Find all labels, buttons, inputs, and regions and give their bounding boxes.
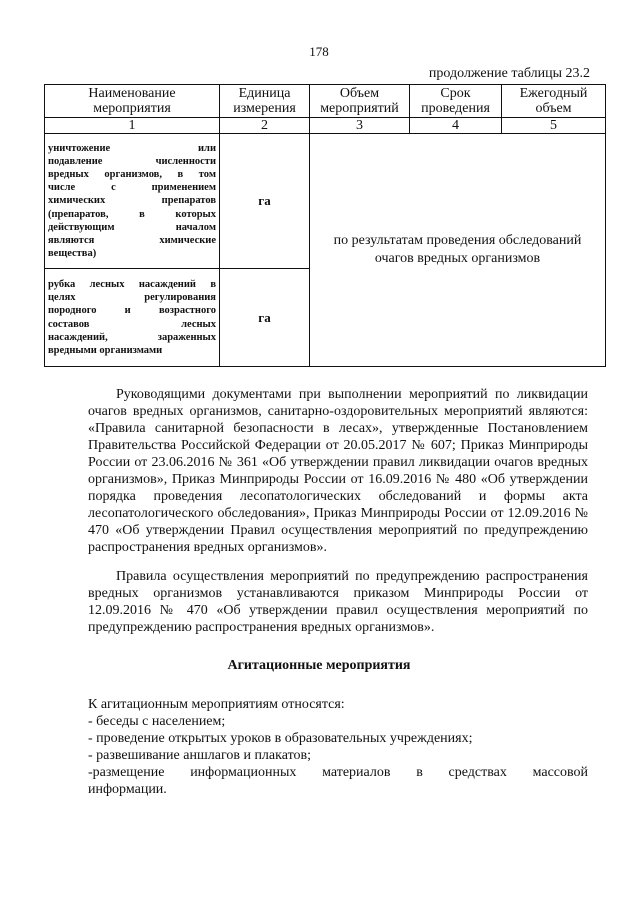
header-deadline: Срок проведения xyxy=(410,85,502,118)
header-activity-name: Наименование мероприятия xyxy=(45,85,220,118)
activity-line: насаждений, зараженных xyxy=(48,331,216,343)
result-cell xyxy=(310,134,606,367)
paragraph-line: вредных организмов устанавливаются приказом Минприроды России от xyxy=(88,586,588,601)
table-header-row xyxy=(45,85,606,118)
paragraph-prevention-rules xyxy=(88,568,588,636)
paragraph-line: очагов вредных организмов, санитарно-оздоровительных мероприятий являются: xyxy=(88,404,588,419)
column-number: 5 xyxy=(502,118,606,134)
activity-line: породного и возрастного xyxy=(48,305,216,317)
paragraph-line: Правительства Российской Федерации от 20.05.2017 № 607; Приказ Минприроды xyxy=(88,438,588,453)
section-heading: Агитационные мероприятия xyxy=(227,658,411,673)
page-number: 178 xyxy=(309,44,329,59)
header-annual-volume: Ежегодный объем xyxy=(502,85,606,118)
activity-line: химических препаратов xyxy=(48,195,216,207)
unit-cell: га xyxy=(220,269,310,367)
paragraph-line: распространения вредных организмов». xyxy=(88,540,328,555)
paragraph-line: России от 23.06.2016 № 361 «Об утверждении правил ликвидации очагов вредных xyxy=(88,455,588,470)
activity-line: рубка лесных насаждений в xyxy=(48,278,216,290)
table-row xyxy=(45,134,606,269)
activity-line: (препаратов, в которых xyxy=(48,208,216,220)
activity-line: вредными организмами xyxy=(48,344,163,356)
list-item: - беседы с населением; xyxy=(88,714,226,729)
paragraph-line: лесопатологического обследования», Приказ Минприроды России от 12.09.2016 № xyxy=(88,506,588,521)
header-volume: Объем мероприятий xyxy=(310,85,410,118)
list-intro: К агитационным мероприятиям относятся: xyxy=(88,697,345,712)
activity-line: действующим началом xyxy=(48,221,216,233)
activity-line: числе с применением xyxy=(48,182,216,194)
activity-line: составов лесных xyxy=(48,318,216,330)
activity-line: подавление численности xyxy=(48,155,216,167)
activity-line: вещества) xyxy=(48,248,97,260)
column-number: 1 xyxy=(45,118,220,134)
activity-line: уничтожение или xyxy=(48,142,216,154)
paragraph-guiding-documents xyxy=(88,386,588,556)
list-item-continuation: информации. xyxy=(88,782,167,797)
activity-line: целях регулирования xyxy=(48,292,216,304)
paragraph-line: организмов», Приказ Минприроды России от 16.09.2016 № 480 «Об утверждении xyxy=(88,472,588,487)
agitation-list xyxy=(88,696,588,798)
list-item: -размещение информационных материалов в средствах массовой xyxy=(88,765,588,780)
list-item: - развешивание аншлагов и плакатов; xyxy=(88,748,312,763)
paragraph-line: 470 «Об утверждении Правил осуществления мероприятий по предупреждению xyxy=(88,523,588,538)
activity-line: вредных организмов, в том xyxy=(48,168,216,180)
paragraph-line: «Правила санитарной безопасности в лесах», утвержденные Постановлением xyxy=(88,421,588,436)
activities-table xyxy=(44,84,606,367)
paragraph-line: Руководящими документами при выполнении мероприятий по ликвидации xyxy=(116,387,588,402)
table-continuation-caption: продолжение таблицы 23.2 xyxy=(428,66,590,81)
paragraph-line: предупреждению распространения вредных организмов». xyxy=(88,620,435,635)
paragraph-line: Правила осуществления мероприятий по предупреждению распространения xyxy=(116,569,588,584)
list-item: - проведение открытых уроков в образовательных учреждениях; xyxy=(88,731,473,746)
header-unit: Единица измерения xyxy=(220,85,310,118)
activity-cell xyxy=(45,134,220,269)
paragraph-line: порядка проведения лесопатологических обследований и формы акта xyxy=(88,489,588,504)
table-column-numbers-row xyxy=(45,118,606,134)
column-number: 3 xyxy=(310,118,410,134)
paragraph-line: 12.09.2016 № 470 «Об утверждении правил осуществления мероприятий по xyxy=(88,603,588,618)
column-number: 4 xyxy=(410,118,502,134)
unit-cell: га xyxy=(220,134,310,269)
activity-cell xyxy=(45,269,220,367)
column-number: 2 xyxy=(220,118,310,134)
result-text-line: очагов вредных организмов xyxy=(374,251,541,266)
result-text-line: по результатам проведения обследований xyxy=(333,233,582,248)
activity-line: являются химические xyxy=(48,235,216,246)
